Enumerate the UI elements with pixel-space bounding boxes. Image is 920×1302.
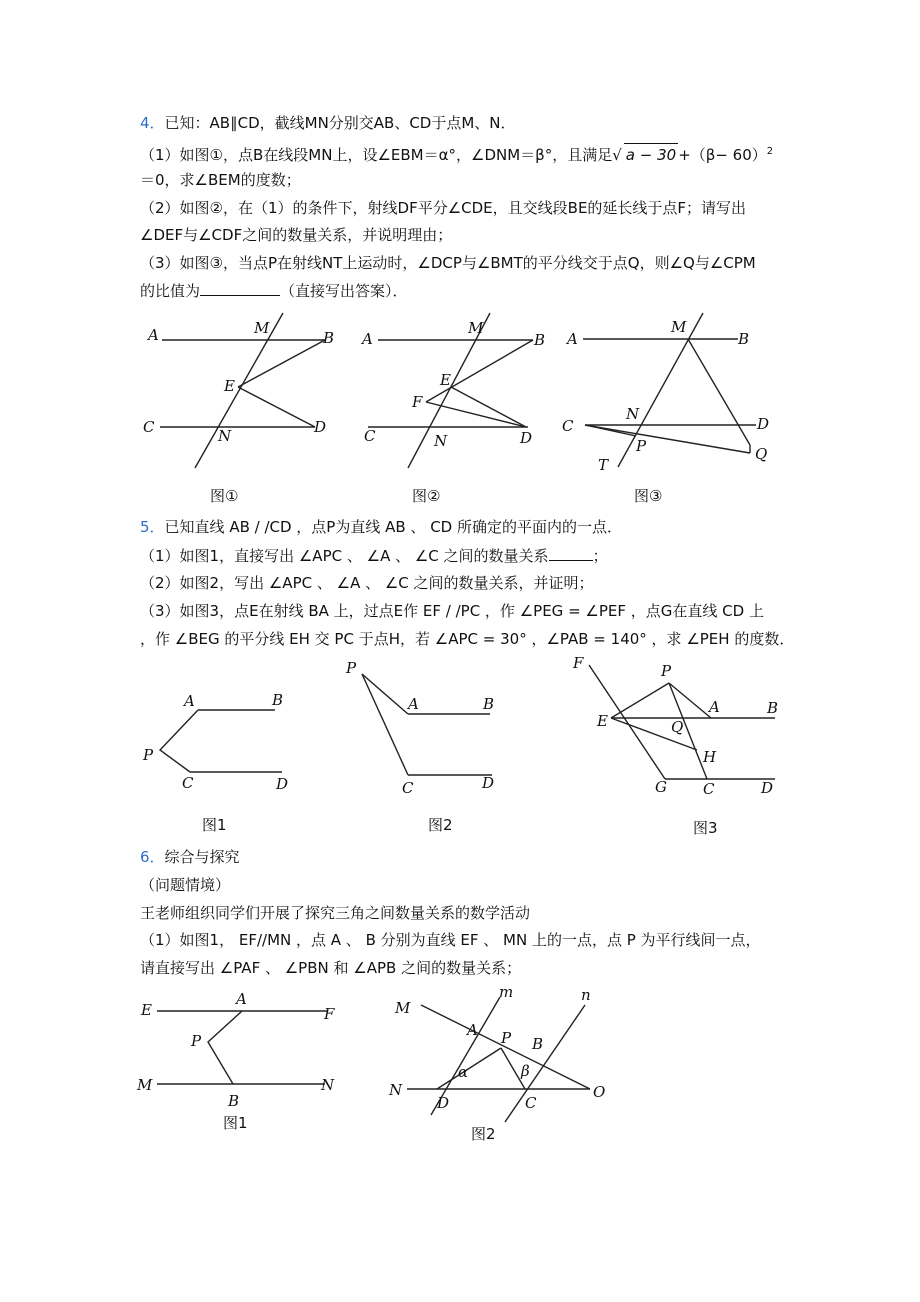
q5-stem-line <box>140 516 622 538</box>
label-p: P <box>636 437 647 455</box>
label-d: D <box>437 1094 450 1112</box>
q4-part1-text-b: +（β− 60） <box>678 146 767 164</box>
label-q: Q <box>671 718 684 736</box>
ray-nt <box>618 313 703 467</box>
q4-figure-1 <box>140 305 350 510</box>
label-h: H <box>703 748 717 766</box>
label-m: M <box>468 319 484 337</box>
label-b: B <box>228 1092 240 1110</box>
label-c: C <box>525 1094 537 1112</box>
caption: 图2 <box>471 1125 496 1143</box>
q4-stem-line <box>140 112 516 134</box>
q5-number: 5． <box>140 518 165 536</box>
broken-line-apc <box>362 674 408 775</box>
line-mo <box>421 1005 590 1089</box>
label-b: B <box>767 699 779 717</box>
label-t: T <box>598 456 609 474</box>
label-n: N <box>321 1076 335 1094</box>
segment-cq <box>585 425 750 453</box>
q5-stem: 已知直线 AB / /CD ，点P为直线 AB 、 CD 所确定的平面内的一点． <box>164 518 622 536</box>
label-d: D <box>482 774 495 792</box>
segment-be <box>238 340 325 387</box>
q4-part3-cont-line <box>140 280 408 302</box>
broken-line-apc <box>160 710 198 772</box>
segment-ed <box>238 387 315 427</box>
label-p: P <box>501 1029 512 1047</box>
caption: 图1 <box>202 816 227 834</box>
q6-title-line <box>140 846 240 868</box>
label-m-line: m <box>499 983 514 1001</box>
q6-context-label: （问题情境） <box>140 876 231 894</box>
q6-number: 6． <box>140 848 165 866</box>
q5-figure-1 <box>140 688 300 838</box>
segment-cp <box>585 425 636 436</box>
q6-title: 综合与探究 <box>164 848 240 866</box>
caption: 图1 <box>223 1114 248 1132</box>
label-q: Q <box>755 445 768 463</box>
label-a: A <box>467 1021 478 1039</box>
q6-figure-2 <box>385 985 625 1150</box>
label-d: D <box>761 779 774 797</box>
label-n: N <box>626 405 640 423</box>
line-n <box>505 1005 585 1122</box>
q4-answer-blank <box>200 295 280 296</box>
q4-part1-cont: ＝0，求∠BEM的度数； <box>140 171 301 189</box>
label-m: M <box>671 318 687 336</box>
q5-part1-end: ； <box>592 547 608 565</box>
label-n: N <box>434 432 448 450</box>
label-a: A <box>236 990 247 1008</box>
label-f: F <box>573 654 584 672</box>
segment-ed <box>451 387 526 427</box>
q6-part1: （1）如图1， EF//MN ，点 A 、 B 分别为直线 EF 、 MN 上的一点，点 P 为平行线间一点， <box>140 931 761 949</box>
label-p: P <box>191 1032 202 1050</box>
label-m: M <box>137 1076 153 1094</box>
label-e: E <box>597 712 608 730</box>
q4-figure-2 <box>358 305 558 510</box>
label-p: P <box>346 659 357 677</box>
q6-intro: 王老师组织同学们开展了探究三角之间数量关系的数学活动 <box>140 904 531 922</box>
label-m: M <box>395 999 411 1017</box>
label-a: A <box>709 698 720 716</box>
label-a: A <box>408 695 419 713</box>
segment-mq <box>688 339 750 445</box>
label-a: A <box>184 692 195 710</box>
label-beta: β <box>521 1062 530 1080</box>
label-c: C <box>402 779 414 797</box>
q5-figure-3 <box>565 655 785 845</box>
label-f: F <box>412 393 423 411</box>
segment-dp <box>437 1048 501 1089</box>
label-b: B <box>323 329 335 347</box>
q5-figure-2 <box>342 654 512 839</box>
q5-part3: （3）如图3，点E在射线 BA 上，过点E作 EF / /PC ，作 ∠PEG = ∠PEF ，点G在直线 CD 上 <box>140 602 764 620</box>
label-f: F <box>324 1005 335 1023</box>
label-c: C <box>364 427 376 445</box>
label-a: A <box>362 330 373 348</box>
label-alpha: α <box>458 1063 469 1081</box>
q4-sqrt-expression: a − 30 <box>624 143 678 166</box>
q4-square-exponent: 2 <box>766 146 774 157</box>
label-a: A <box>148 326 159 344</box>
transversal-mn <box>195 313 283 468</box>
label-a: A <box>567 330 578 348</box>
label-n: N <box>389 1081 403 1099</box>
q5-part1-line <box>140 545 608 567</box>
q4-part3-cont-b: （直接写出答案）． <box>280 282 408 300</box>
label-d: D <box>276 775 289 793</box>
q6-part1-cont: 请直接写出 ∠PAF 、 ∠PBN 和 ∠APB 之间的数量关系； <box>140 959 522 977</box>
q4-part1-text: （1）如图①，点B在线段MN上，设∠EBM＝α°，∠DNM＝β°，且满足 <box>140 146 613 164</box>
q4-number: 4． <box>140 114 165 132</box>
q5-part3-cont: ，作 ∠BEG 的平分线 EH 交 PC 于点H，若 ∠APC = 30° ，∠PAB = 140° ，求 ∠PEH 的度数． <box>140 630 795 648</box>
broken-line-apb <box>208 1011 242 1084</box>
label-e: E <box>224 377 235 395</box>
label-g: G <box>655 778 667 796</box>
caption: 图① <box>210 487 239 505</box>
q4-figure-3 <box>560 305 780 510</box>
label-c: C <box>182 774 194 792</box>
q4-part3-cont-a: 的比值为 <box>140 282 201 300</box>
label-d: D <box>520 429 533 447</box>
q4-part2-cont: ∠DEF与∠CDF之间的数量关系，并说明理由； <box>140 226 453 244</box>
q4-stem: 已知：AB∥CD，截线MN分别交AB、CD于点M、N． <box>164 114 516 132</box>
label-d: D <box>314 418 327 436</box>
label-c: C <box>562 417 574 435</box>
label-p: P <box>661 662 672 680</box>
label-c: C <box>703 780 715 798</box>
q5-answer-blank <box>549 560 593 561</box>
label-p: P <box>143 746 154 764</box>
q4-part1-line: （1）如图①，点B在线段MN上，设∠EBM＝α°，∠DNM＝β°，且满足√ $a - 30 +(\beta- 60)^2$ <box>140 141 773 166</box>
q5-part2: （2）如图2，写出 ∠APC 、 ∠A 、 ∠C 之间的数量关系，并证明； <box>140 574 594 592</box>
label-b: B <box>738 330 750 348</box>
label-b: B <box>532 1035 544 1053</box>
q5-part1-text: （1）如图1，直接写出 ∠APC 、 ∠A 、 ∠C 之间的数量关系 <box>140 547 549 565</box>
q4-part2: （2）如图②，在（1）的条件下，射线DF平分∠CDE，且交线段BE的延长线于点F；请写出 <box>140 199 747 217</box>
caption: 图3 <box>693 819 718 837</box>
label-e: E <box>141 1001 152 1019</box>
label-b: B <box>534 331 546 349</box>
label-b: B <box>483 695 495 713</box>
label-d: D <box>757 415 770 433</box>
label-n-line: n <box>581 986 591 1004</box>
caption: 图③ <box>634 487 663 505</box>
label-n: N <box>218 427 232 445</box>
caption: 图② <box>412 487 441 505</box>
caption: 图2 <box>428 816 453 834</box>
ray-df <box>426 402 526 427</box>
label-m: M <box>254 319 270 337</box>
label-b: B <box>272 691 284 709</box>
q6-figure-1 <box>135 988 350 1138</box>
q4-part3: （3）如图③，当点P在射线NT上运动时，∠DCP与∠BMT的平分线交于点Q，则∠Q与∠CPM <box>140 254 756 272</box>
label-c: C <box>143 418 155 436</box>
segment-ep <box>611 683 669 718</box>
label-o: O <box>593 1083 606 1101</box>
label-e: E <box>440 371 451 389</box>
